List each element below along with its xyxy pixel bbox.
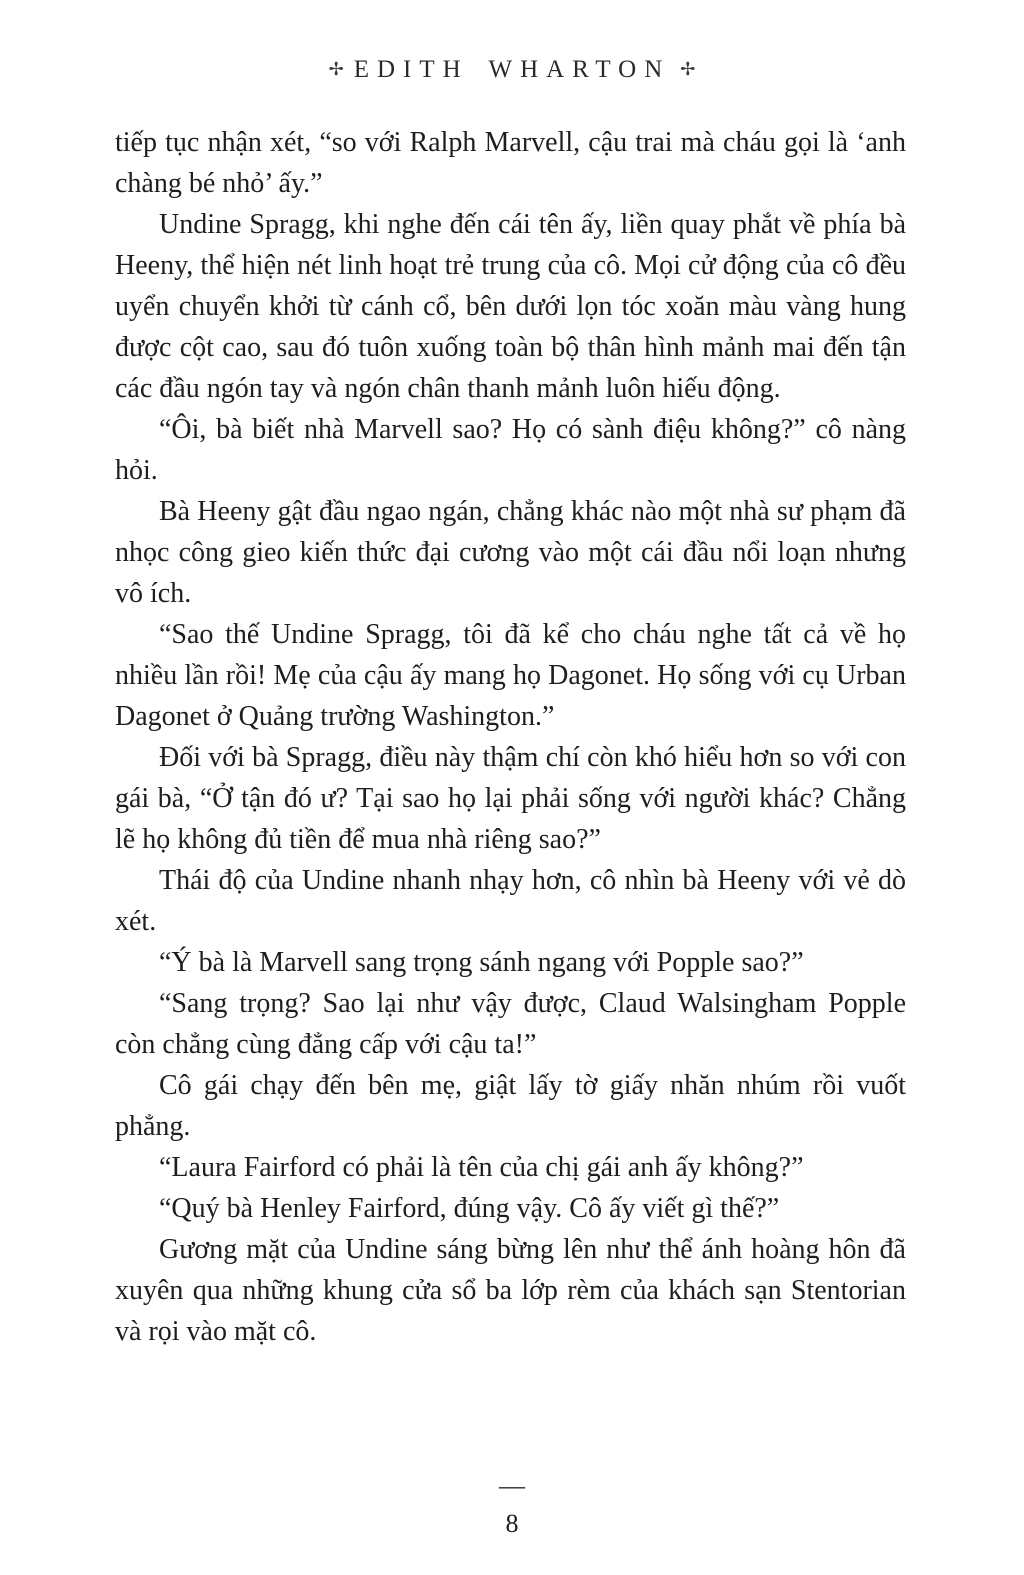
paragraph: Undine Spragg, khi nghe đến cái tên ấy, liền quay phắt về phía bà Heeny, thể hiện nét linh hoạt trẻ trung của cô. Mọi cử động của cô đều uyển chuyển khởi từ cánh cổ, bên dưới lọn tóc xoăn màu vàng hung được cột cao, sau đó tuôn xuống toàn bộ thân hình mảnh mai đến tận các đầu ngón tay và ngón chân thanh mảnh luôn hiếu động. bbox=[115, 209, 906, 404]
paragraph: Đối với bà Spragg, điều này thậm chí còn khó hiểu hơn so với con gái bà, “Ở tận đó ư? Tại sao họ lại phải sống với người khác? Chẳng lẽ họ không đủ tiền để mua nhà riêng sao?” bbox=[115, 742, 906, 855]
paragraph: “Sao thế Undine Spragg, tôi đã kể cho cháu nghe tất cả về họ nhiều lần rồi! Mẹ của cậu ấy mang họ Dagonet. Họ sống với cụ Urban Dagonet ở Quảng trường Washington.” bbox=[115, 619, 906, 732]
paragraph: Cô gái chạy đến bên mẹ, giật lấy tờ giấy nhăn nhúm rồi vuốt phẳng. bbox=[115, 1070, 906, 1142]
paragraph: Thái độ của Undine nhanh nhạy hơn, cô nhìn bà Heeny với vẻ dò xét. bbox=[115, 865, 906, 937]
paragraph: tiếp tục nhận xét, “so với Ralph Marvell, cậu trai mà cháu gọi là ‘anh chàng bé nhỏ’ ấy.” bbox=[115, 127, 906, 199]
paragraph: Gương mặt của Undine sáng bừng lên như thể ánh hoàng hôn đã xuyên qua những khung cửa sổ ba lớp rèm của khách sạn Stentorian và rọi vào mặt cô. bbox=[115, 1234, 906, 1347]
footer-divider: — bbox=[499, 1471, 525, 1500]
page-number: 8 bbox=[505, 1509, 519, 1538]
header-ornament-left-icon: ✢ bbox=[328, 59, 344, 79]
paragraph: Bà Heeny gật đầu ngao ngán, chẳng khác nào một nhà sư phạm đã nhọc công gieo kiến thức đại cương vào một cái đầu nổi loạn nhưng vô ích. bbox=[115, 496, 906, 609]
paragraph: “Quý bà Henley Fairford, đúng vậy. Cô ấy viết gì thế?” bbox=[159, 1193, 780, 1224]
header-ornament-right-icon: ✢ bbox=[680, 59, 696, 79]
running-header bbox=[0, 0, 1024, 84]
paragraph: “Ý bà là Marvell sang trọng sánh ngang với Popple sao?” bbox=[159, 947, 804, 978]
header-author-title: EDITH WHARTON bbox=[353, 56, 671, 83]
paragraph: “Laura Fairford có phải là tên của chị gái anh ấy không?” bbox=[159, 1152, 804, 1183]
body-text bbox=[115, 122, 906, 1352]
paragraph: “Sang trọng? Sao lại như vậy được, Claud Walsingham Popple còn chẳng cùng đẳng cấp với cậu ta!” bbox=[115, 988, 906, 1060]
paragraph: “Ôi, bà biết nhà Marvell sao? Họ có sành điệu không?” cô nàng hỏi. bbox=[115, 414, 906, 486]
page-footer bbox=[0, 1473, 1024, 1575]
